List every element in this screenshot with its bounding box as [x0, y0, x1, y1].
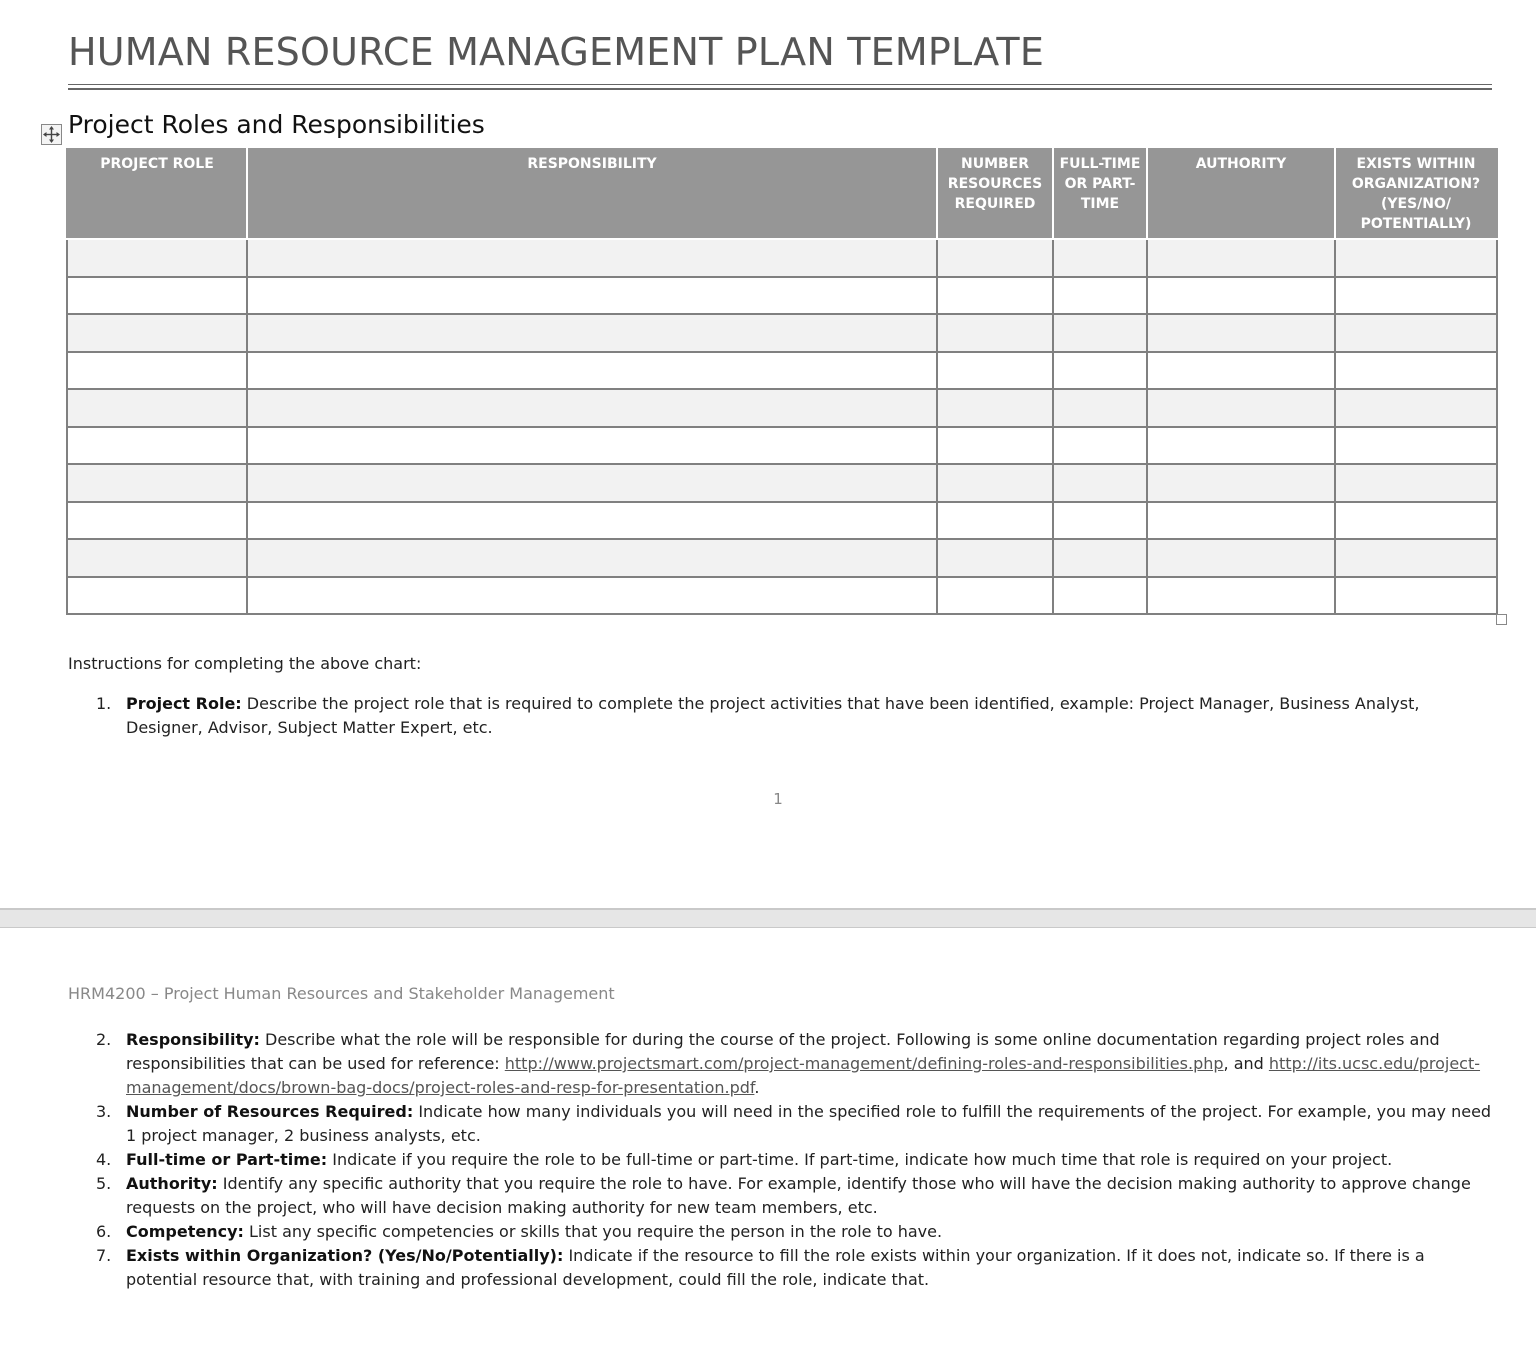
reference-link-projectsmart[interactable]: http://www.projectsmart.com/project-management/defining-roles-and-responsibilities.php [504, 1054, 1224, 1073]
instruction-item [68, 1100, 1498, 1148]
cell-responsibility[interactable] [247, 427, 937, 465]
instruction-number: 1. [96, 694, 112, 713]
cell-responsibility[interactable] [247, 577, 937, 615]
instruction-item [68, 1244, 1498, 1292]
cell-exists-within-org[interactable] [1335, 277, 1497, 315]
cell-number-resources[interactable] [937, 314, 1053, 352]
header-full-or-part-time: FULL-TIME OR PART-TIME [1053, 148, 1147, 239]
instruction-item [68, 1148, 1498, 1172]
cell-authority[interactable] [1147, 314, 1335, 352]
cell-exists-within-org[interactable] [1335, 577, 1497, 615]
header-number-resources: NUMBER RESOURCES REQUIRED [937, 148, 1053, 239]
cell-full-or-part-time[interactable] [1053, 464, 1147, 502]
section-title: Project Roles and Responsibilities [68, 110, 485, 139]
running-header: HRM4200 – Project Human Resources and Stakeholder Management [68, 984, 615, 1003]
header-project-role: PROJECT ROLE [67, 148, 247, 239]
instruction-number: 4. [96, 1150, 112, 1169]
cell-number-resources[interactable] [937, 389, 1053, 427]
instruction-term: Responsibility: [126, 1030, 260, 1049]
cell-number-resources[interactable] [937, 239, 1053, 277]
cell-responsibility[interactable] [247, 239, 937, 277]
instruction-item [68, 1220, 1498, 1244]
cell-full-or-part-time[interactable] [1053, 389, 1147, 427]
cell-project-role[interactable] [67, 277, 247, 315]
instruction-text: Describe what the role will be responsible for during the course of the project. Following is some online documentation regarding project roles and responsibilities that can be used for reference: [126, 1030, 1440, 1073]
table-row [67, 539, 1497, 577]
cell-authority[interactable] [1147, 389, 1335, 427]
table-header-row [67, 148, 1497, 239]
instruction-text: Indicate if you require the role to be full-time or part-time. If part-time, indicate how much time that role is required on your project. [327, 1150, 1393, 1169]
cell-responsibility[interactable] [247, 277, 937, 315]
table-row [67, 352, 1497, 390]
cell-exists-within-org[interactable] [1335, 352, 1497, 390]
cell-number-resources[interactable] [937, 577, 1053, 615]
cell-authority[interactable] [1147, 427, 1335, 465]
cell-exists-within-org[interactable] [1335, 539, 1497, 577]
reference-link-ucsc[interactable]: http://its.ucsc.edu/project-management/docs/brown-bag-docs/project-roles-and-resp-for-presentation.pdf [126, 1054, 1481, 1097]
table-move-icon[interactable] [41, 124, 62, 145]
instruction-term: Exists within Organization? (Yes/No/Potentially): [126, 1246, 564, 1265]
title-rule-thick [68, 88, 1492, 90]
cell-responsibility[interactable] [247, 314, 937, 352]
cell-exists-within-org[interactable] [1335, 314, 1497, 352]
cell-number-resources[interactable] [937, 427, 1053, 465]
cell-number-resources[interactable] [937, 502, 1053, 540]
instruction-text-end: . [754, 1078, 760, 1097]
instruction-number: 6. [96, 1222, 112, 1241]
cell-responsibility[interactable] [247, 539, 937, 577]
cell-authority[interactable] [1147, 352, 1335, 390]
cell-exists-within-org[interactable] [1335, 427, 1497, 465]
table-row [67, 427, 1497, 465]
cell-exists-within-org[interactable] [1335, 502, 1497, 540]
cell-number-resources[interactable] [937, 277, 1053, 315]
cell-full-or-part-time[interactable] [1053, 352, 1147, 390]
cell-responsibility[interactable] [247, 502, 937, 540]
instruction-term: Project Role: [126, 694, 242, 713]
instruction-number: 7. [96, 1246, 112, 1265]
page-number: 1 [773, 790, 783, 808]
table-row [67, 464, 1497, 502]
instruction-term: Number of Resources Required: [126, 1102, 414, 1121]
instruction-number: 5. [96, 1174, 112, 1193]
instruction-term: Full-time or Part-time: [126, 1150, 328, 1169]
cell-project-role[interactable] [67, 502, 247, 540]
instructions-intro: Instructions for completing the above chart: [68, 654, 422, 673]
instruction-text: Identify any specific authority that you require the role to have. For example, identify those who will have the decision making authority to approve change requests on the project, who will have decision making authority for new team members, etc. [126, 1174, 1471, 1217]
table-row [67, 239, 1497, 277]
table-resize-icon[interactable] [1496, 614, 1507, 625]
cell-authority[interactable] [1147, 277, 1335, 315]
cell-project-role[interactable] [67, 577, 247, 615]
cell-project-role[interactable] [67, 239, 247, 277]
cell-project-role[interactable] [67, 539, 247, 577]
cell-full-or-part-time[interactable] [1053, 239, 1147, 277]
instruction-text: Indicate if the resource to fill the role exists within your organization. If it does not, indicate so. If there is a potential resource that, with training and professional development, could fill the role, indicate that. [126, 1246, 1425, 1289]
cell-responsibility[interactable] [247, 352, 937, 390]
instruction-item [68, 692, 1498, 740]
table-row [67, 577, 1497, 615]
instruction-item [68, 1028, 1498, 1100]
cell-project-role[interactable] [67, 427, 247, 465]
cell-full-or-part-time[interactable] [1053, 539, 1147, 577]
table-row [67, 389, 1497, 427]
cell-authority[interactable] [1147, 502, 1335, 540]
cell-responsibility[interactable] [247, 389, 937, 427]
cell-project-role[interactable] [67, 314, 247, 352]
instruction-text: Describe the project role that is required to complete the project activities that have been identified, example: Project Manager, Business Analyst, Designer, Advisor, Subject Matter Expert, etc. [126, 694, 1420, 737]
roles-table [66, 148, 1498, 615]
document-title: HUMAN RESOURCE MANAGEMENT PLAN TEMPLATE [68, 30, 1045, 74]
cell-number-resources[interactable] [937, 352, 1053, 390]
instruction-text-joiner: , and [1223, 1054, 1269, 1073]
page-break-gap [0, 908, 1536, 928]
cell-project-role[interactable] [67, 464, 247, 502]
header-exists-within-org: EXISTS WITHIN ORGANIZATION? (YES/NO/ POTENTIALLY) [1335, 148, 1497, 239]
cell-number-resources[interactable] [937, 539, 1053, 577]
instruction-term: Competency: [126, 1222, 244, 1241]
cell-authority[interactable] [1147, 464, 1335, 502]
instruction-number: 3. [96, 1102, 112, 1121]
cell-full-or-part-time[interactable] [1053, 577, 1147, 615]
cell-responsibility[interactable] [247, 464, 937, 502]
cell-authority[interactable] [1147, 539, 1335, 577]
instructions-list-page-1 [68, 692, 1498, 740]
cell-full-or-part-time[interactable] [1053, 314, 1147, 352]
cell-project-role[interactable] [67, 389, 247, 427]
cell-exists-within-org[interactable] [1335, 239, 1497, 277]
cell-project-role[interactable] [67, 352, 247, 390]
header-responsibility: RESPONSIBILITY [247, 148, 937, 239]
instruction-term: Authority: [126, 1174, 218, 1193]
table-row [67, 277, 1497, 315]
cell-full-or-part-time[interactable] [1053, 277, 1147, 315]
cell-exists-within-org[interactable] [1335, 389, 1497, 427]
cell-full-or-part-time[interactable] [1053, 427, 1147, 465]
instruction-item [68, 1172, 1498, 1220]
cell-exists-within-org[interactable] [1335, 464, 1497, 502]
cell-authority[interactable] [1147, 577, 1335, 615]
instruction-number: 2. [96, 1030, 112, 1049]
instruction-text: Indicate how many individuals you will need in the specified role to fulfill the requirements of the project. For example, you may need 1 project manager, 2 business analysts, etc. [126, 1102, 1492, 1145]
cell-full-or-part-time[interactable] [1053, 502, 1147, 540]
instruction-text: List any specific competencies or skills that you require the person in the role to have. [243, 1222, 943, 1241]
header-authority: AUTHORITY [1147, 148, 1335, 239]
title-rule-thin [68, 84, 1492, 85]
table-row [67, 314, 1497, 352]
cell-number-resources[interactable] [937, 464, 1053, 502]
cell-authority[interactable] [1147, 239, 1335, 277]
instructions-list-page-2 [68, 1028, 1498, 1292]
table-row [67, 502, 1497, 540]
